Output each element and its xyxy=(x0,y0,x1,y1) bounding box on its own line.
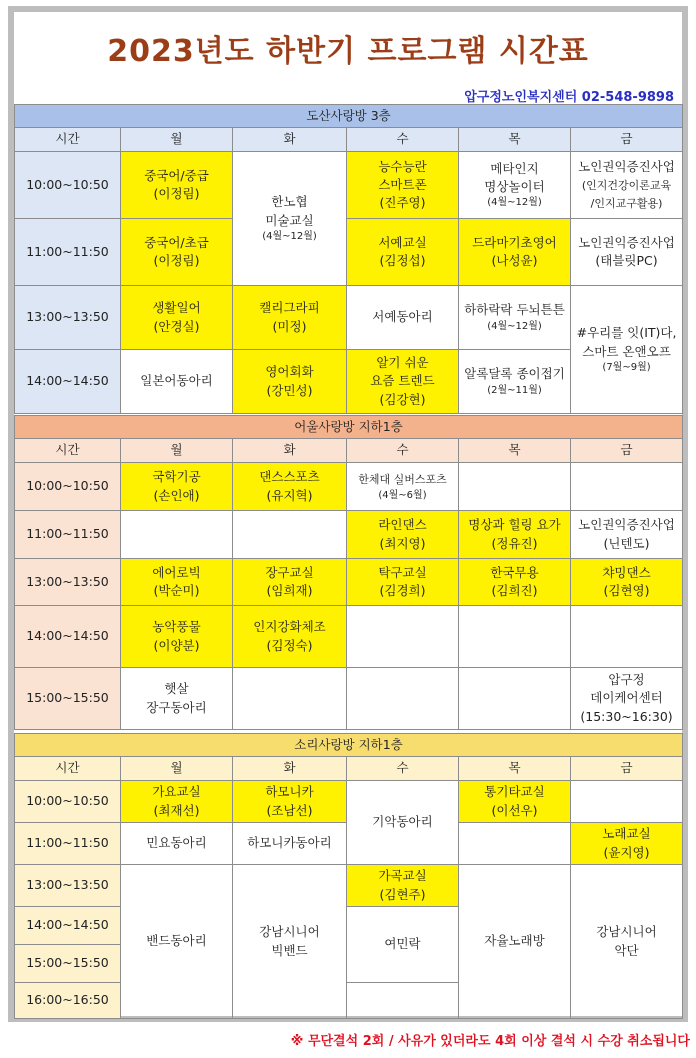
program-cell: 알록달록 종이접기 (2월~11월) xyxy=(459,350,571,414)
section-title: 소리사랑방 지하1층 xyxy=(15,734,683,757)
page-title: 2023년도 하반기 프로그램 시간표 xyxy=(107,34,589,69)
program-cell: 일본어동아리 xyxy=(121,350,233,414)
time-cell: 16:00~16:50 xyxy=(15,983,121,1019)
section-dosan-table xyxy=(14,104,683,414)
time-cell: 15:00~15:50 xyxy=(15,945,121,983)
program-cell: 민요동아리 xyxy=(121,823,233,865)
empty-cell xyxy=(347,606,459,668)
time-cell: 13:00~13:50 xyxy=(15,865,121,907)
program-cell: 하하락락 두뇌튼튼 (4월~12월) xyxy=(459,286,571,350)
time-cell: 10:00~10:50 xyxy=(15,152,121,219)
program-cell: 서예동아리 xyxy=(347,286,459,350)
program-cell: 인지강화체조 (김정숙) xyxy=(233,606,347,668)
program-cell: 에어로빅 (박순미) xyxy=(121,559,233,606)
center-contact: 압구정노인복지센터 02-548-9898 xyxy=(464,90,674,105)
header-thu: 목 xyxy=(459,757,571,781)
timetable-sheet xyxy=(14,12,682,1016)
empty-cell xyxy=(233,668,347,730)
program-cell: 한노협 미술교실 (4월~12월) xyxy=(233,152,347,286)
program-cell: 하모니카 (조남선) xyxy=(233,781,347,823)
program-cell: 능수능란 스마트폰 (진주영) xyxy=(347,152,459,219)
empty-cell xyxy=(571,606,683,668)
header-wed: 수 xyxy=(347,757,459,781)
time-cell: 11:00~11:50 xyxy=(15,823,121,865)
program-cell: 댄스스포츠 (유지혁) xyxy=(233,463,347,511)
program-cell: 밴드동아리 xyxy=(121,865,233,1019)
header-time: 시간 xyxy=(15,439,121,463)
program-cell: 챠밍댄스 (김현영) xyxy=(571,559,683,606)
program-cell: 드라마기초영어 (나성윤) xyxy=(459,219,571,286)
header-wed: 수 xyxy=(347,128,459,152)
program-cell: 노인권익증진사업 (닌텐도) xyxy=(571,511,683,559)
program-cell: 강남시니어 빅밴드 xyxy=(233,865,347,1019)
empty-cell xyxy=(347,668,459,730)
program-cell: 노인권익증진사업 (태블릿PC) xyxy=(571,219,683,286)
program-cell: 알기 쉬운 요즘 트렌드 (김강현) xyxy=(347,350,459,414)
empty-cell xyxy=(571,781,683,823)
attendance-notice: ※ 무단결석 2회 / 사유가 있더라도 4회 이상 결석 시 수강 취소됩니다 xyxy=(290,1034,690,1049)
time-cell: 11:00~11:50 xyxy=(15,511,121,559)
time-cell: 14:00~14:50 xyxy=(15,606,121,668)
time-cell: 10:00~10:50 xyxy=(15,463,121,511)
header-mon: 월 xyxy=(121,757,233,781)
program-cell: 생활일어 (안경실) xyxy=(121,286,233,350)
header-wed: 수 xyxy=(347,439,459,463)
program-cell: 가요교실 (최재선) xyxy=(121,781,233,823)
program-cell: 가곡교실 (김현주) xyxy=(347,865,459,907)
header-thu: 목 xyxy=(459,128,571,152)
time-cell: 10:00~10:50 xyxy=(15,781,121,823)
program-cell: 압구정 데이케어센터 (15:30~16:30) xyxy=(571,668,683,730)
empty-cell xyxy=(459,463,571,511)
empty-cell xyxy=(459,668,571,730)
program-cell: 국학기공 (손인애) xyxy=(121,463,233,511)
program-cell: #우리를 잇(IT)다, 스마트 온앤오프 (7월~9월) xyxy=(571,286,683,414)
program-cell: 서예교실 (김정섭) xyxy=(347,219,459,286)
program-cell: 중국어/중급 (이정림) xyxy=(121,152,233,219)
program-cell: 농악풍물 (이양분) xyxy=(121,606,233,668)
program-cell: 영어회화 (강민성) xyxy=(233,350,347,414)
time-cell: 14:00~14:50 xyxy=(15,350,121,414)
header-time: 시간 xyxy=(15,757,121,781)
program-cell: 한체대 실버스포츠 (4월~6월) xyxy=(347,463,459,511)
program-cell: 라인댄스 (최지영) xyxy=(347,511,459,559)
program-cell: 햇살 장구동아리 xyxy=(121,668,233,730)
header-fri: 금 xyxy=(571,439,683,463)
program-cell: 메타인지 명상놀이터 (4월~12월) xyxy=(459,152,571,219)
header-fri: 금 xyxy=(571,128,683,152)
program-cell: 강남시니어 악단 xyxy=(571,865,683,1019)
header-thu: 목 xyxy=(459,439,571,463)
empty-cell xyxy=(571,463,683,511)
header-mon: 월 xyxy=(121,439,233,463)
program-cell: 한국무용 (김희진) xyxy=(459,559,571,606)
empty-cell xyxy=(459,823,571,865)
empty-cell xyxy=(347,983,459,1019)
header-mon: 월 xyxy=(121,128,233,152)
time-cell: 14:00~14:50 xyxy=(15,907,121,945)
program-cell: 노래교실 (윤지영) xyxy=(571,823,683,865)
program-cell: 여민락 xyxy=(347,907,459,983)
section-title: 도산사랑방 3층 xyxy=(15,105,683,128)
program-cell: 중국어/초급 (이정림) xyxy=(121,219,233,286)
time-cell: 15:00~15:50 xyxy=(15,668,121,730)
section-eoul-table xyxy=(14,415,683,730)
program-cell: 장구교실 (임희재) xyxy=(233,559,347,606)
empty-cell xyxy=(121,511,233,559)
program-cell: 캘리그라피 (미정) xyxy=(233,286,347,350)
empty-cell xyxy=(233,511,347,559)
time-cell: 13:00~13:50 xyxy=(15,286,121,350)
program-cell: 자율노래방 xyxy=(459,865,571,1019)
header-time: 시간 xyxy=(15,128,121,152)
program-cell: 기악동아리 xyxy=(347,781,459,865)
time-cell: 11:00~11:50 xyxy=(15,219,121,286)
empty-cell xyxy=(459,606,571,668)
header-fri: 금 xyxy=(571,757,683,781)
section-title: 어울사랑방 지하1층 xyxy=(15,416,683,439)
header-tue: 화 xyxy=(233,757,347,781)
program-cell: 노인권익증진사업 (인지건강이론교육 /인지교구활용) xyxy=(571,152,683,219)
time-cell: 13:00~13:50 xyxy=(15,559,121,606)
program-cell: 하모니카동아리 xyxy=(233,823,347,865)
header-tue: 화 xyxy=(233,439,347,463)
program-cell: 탁구교실 (김경희) xyxy=(347,559,459,606)
program-cell: 통기타교실 (이선우) xyxy=(459,781,571,823)
section-sori-table xyxy=(14,733,683,1019)
header-tue: 화 xyxy=(233,128,347,152)
timetable-frame xyxy=(8,6,688,1022)
program-cell: 명상과 힐링 요가 (정유진) xyxy=(459,511,571,559)
